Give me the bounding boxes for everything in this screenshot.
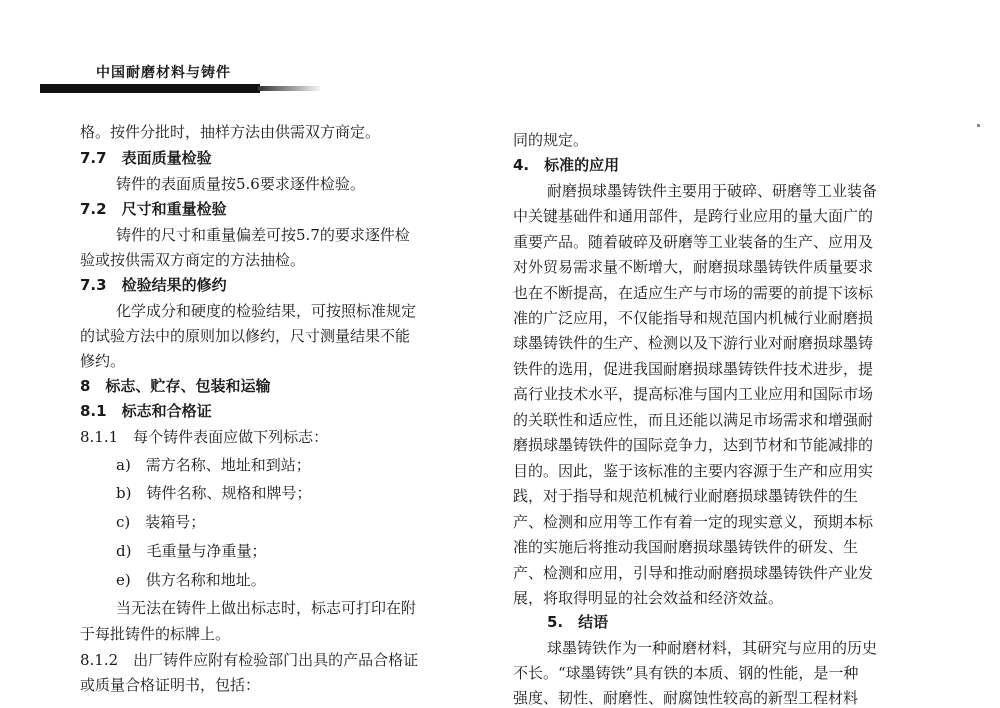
- text-line: 重要产品。随着破碎及研磨等工业装备的生产、应用及: [513, 233, 874, 251]
- text-line: 对外贸易需求量不断增大，耐磨损球墨铸铁件质量要求: [513, 258, 874, 276]
- header-rule: [40, 84, 260, 93]
- section-heading: 8.1 标志和合格证: [80, 402, 212, 420]
- text-line: 高行业技术水平，提高标准与国内工业应用和国际市场: [513, 385, 874, 403]
- text-line: 同的规定。: [513, 131, 589, 149]
- list-item: e) 供方名称和地址。: [116, 571, 266, 589]
- journal-title: 中国耐磨材料与铸件: [96, 65, 231, 81]
- list-item: d) 毛重量与净重量；: [116, 542, 267, 560]
- text-line: 验或按供需双方商定的方法抽检。: [80, 251, 306, 269]
- text-line: 准的实施后将推动我国耐磨损球墨铸铁件的研发、生: [513, 538, 859, 556]
- section-heading: 7.7 表面质量检验: [80, 149, 212, 167]
- text-line: 产、检测和应用等工作有着一定的现实意义，预期本标: [513, 513, 874, 531]
- text-line: 不长。“球墨铸铁”具有铁的本质、钢的性能，是一种: [513, 664, 859, 682]
- text-line: 铸件的尺寸和重量偏差可按5.7的要求逐件检: [116, 226, 410, 244]
- text-line: 8.1.1 每个铸件表面应做下列标志：: [80, 428, 329, 446]
- section-heading: 7.3 检验结果的修约: [80, 276, 227, 294]
- text-line: 8.1.2 出厂铸件应附有检验部门出具的产品合格证: [80, 651, 419, 669]
- text-line: 修约。: [80, 352, 126, 370]
- text-line: 目的。因此，鉴于该标准的主要内容源于生产和应用实: [513, 462, 874, 480]
- text-line: 也在不断提高，在适应生产与市场的需要的前提下该标: [513, 284, 874, 302]
- text-line: 强度、韧性、耐磨性、耐腐蚀性较高的新型工程材料: [513, 689, 859, 707]
- text-line: 准的广泛应用，不仅能指导和规范国内机械行业耐磨损: [513, 309, 874, 327]
- list-item: c) 装箱号；: [116, 513, 206, 531]
- text-line: 化学成分和硬度的检验结果，可按照标准规定: [116, 302, 417, 320]
- text-line: 的试验方法中的原则加以修约，尺寸测量结果不能: [80, 327, 411, 345]
- text-line: 展，将取得明显的社会效益和经济效益。: [513, 589, 784, 607]
- text-line: 铸件的表面质量按5.6要求逐件检验。: [116, 175, 365, 193]
- section-heading: 7.2 尺寸和重量检验: [80, 200, 227, 218]
- text-line: 践，对于指导和规范机械行业耐磨损球墨铸铁件的生: [513, 487, 859, 505]
- text-line: 或质量合格证明书，包括：: [80, 676, 261, 694]
- text-line: 当无法在铸件上做出标志时，标志可打印在附: [116, 599, 417, 617]
- text-line: 于每批铸件的标牌上。: [80, 625, 231, 643]
- text-line: 产、检测和应用，引导和推动耐磨损球墨铸铁件产业发: [513, 564, 874, 582]
- text-line: 磨损球墨铸铁件的国际竞争力，达到节材和节能减排的: [513, 436, 874, 454]
- list-item: b) 铸件名称、规格和牌号；: [116, 484, 312, 502]
- section-heading: 5. 结语: [547, 613, 609, 631]
- list-item: a) 需方名称、地址和到站；: [116, 456, 311, 474]
- section-heading: 4. 标准的应用: [513, 156, 620, 174]
- header-rule-fade: [258, 86, 320, 91]
- text-line: 格。按件分批时，抽样方法由供需双方商定。: [80, 123, 381, 141]
- text-line: 的关联性和适应性，而且还能以满足市场需求和增强耐: [513, 411, 874, 429]
- text-line: 中关键基础件和通用部件，是跨行业应用的量大面广的: [513, 207, 874, 225]
- text-line: 球墨铸铁作为一种耐磨材料，其研究与应用的历史: [547, 639, 878, 657]
- scan-speck: [977, 124, 980, 127]
- text-line: 铁件的选用，促进我国耐磨损球墨铸铁件技术进步，提: [513, 360, 874, 378]
- section-heading: 8 标志、贮存、包装和运输: [80, 377, 271, 395]
- text-line: 球墨铸铁件的生产、检测以及下游行业对耐磨损球墨铸: [513, 334, 874, 352]
- text-line: 耐磨损球墨铸铁件主要用于破碎、研磨等工业装备: [547, 182, 878, 200]
